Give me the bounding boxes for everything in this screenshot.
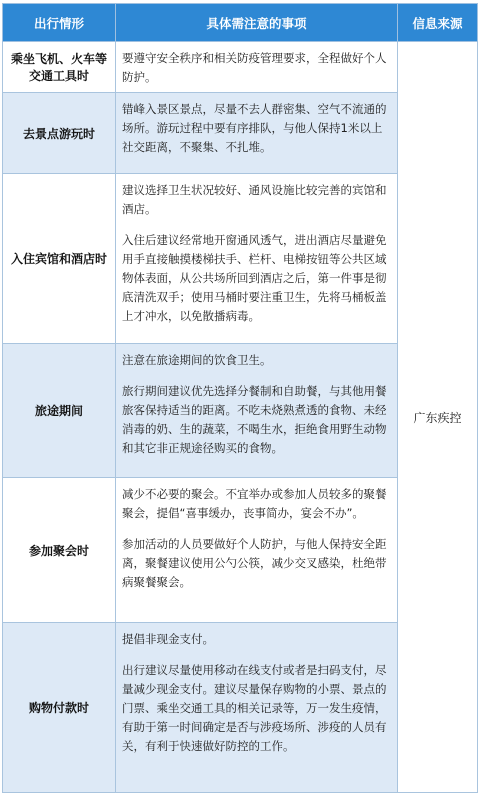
row-category: 参加聚会时 [3, 478, 116, 623]
row-category: 入住宾馆和酒店时 [3, 174, 116, 344]
row-description [116, 93, 398, 174]
header-source: 信息来源 [398, 4, 478, 42]
row-description [116, 42, 398, 93]
description-paragraph: 出行建议尽量使用移动在线支付或者是扫码支付，尽量减少现金支付。建议尽量保存购物的小票、景点的门票、乘坐交通工具的相关记录等，万一发生疫情，有助于第一时间确定是否与涉疫场所、涉疫的人员有关，有利于快速做好防控的工作。 [122, 663, 387, 753]
source-cell: 广东疾控 [398, 42, 478, 793]
description-paragraph: 参加活动的人员要做好个人防护，与他人保持安全距离，聚餐建议使用公勺公筷，减少交叉感染，杜绝带病聚餐聚会。 [122, 537, 387, 589]
row-description [116, 478, 398, 623]
row-category: 去景点游玩时 [3, 93, 116, 174]
description-paragraph: 要遵守安全秩序和相关防疫管理要求，全程做好个人防护。 [122, 51, 387, 84]
table-header-row [3, 4, 478, 42]
row-description [116, 344, 398, 478]
table-row [3, 42, 478, 93]
row-category: 购物付款时 [3, 623, 116, 793]
header-details: 具体需注意的事项 [116, 4, 398, 42]
description-paragraph: 提倡非现金支付。 [122, 632, 214, 646]
header-situation: 出行情形 [3, 4, 116, 42]
description-paragraph: 减少不必要的聚会。不宜举办或参加人员较多的聚餐聚会，提倡“喜事缓办，丧事简办，宴会不办”。 [122, 487, 387, 520]
row-category: 乘坐飞机、火车等交通工具时 [3, 42, 116, 93]
description-paragraph: 错峰入景区景点，尽量不去人群密集、空气不流通的场所。游玩过程中要有序排队，与他人保持1米以上社交距离，不聚集、不扎堆。 [122, 102, 387, 154]
description-paragraph: 旅行期间建议优先选择分餐制和自助餐，与其他用餐旅客保持适当的距离。不吃未烧熟煮透的食物、未经消毒的奶、生的蔬菜，不喝生水，拒绝食用野生动物和其它非正规途径购买的食物。 [122, 384, 387, 455]
description-paragraph: 建议选择卫生状况较好、通风设施比较完善的宾馆和酒店。 [122, 183, 387, 216]
travel-guidance-table [2, 3, 478, 793]
row-description [116, 623, 398, 793]
description-paragraph: 注意在旅途期间的饮食卫生。 [122, 353, 272, 367]
row-description [116, 174, 398, 344]
description-paragraph: 入住后建议经常地开窗通风透气，进出酒店尽量避免用手直接触摸楼梯扶手、栏杆、电梯按钮等公共区域物体表面，从公共场所回到酒店之后，第一件事是彻底清洗双手；使用马桶时要注重卫生，先将马桶板盖上才冲水，以免散播病毒。 [122, 233, 387, 323]
row-category: 旅途期间 [3, 344, 116, 478]
